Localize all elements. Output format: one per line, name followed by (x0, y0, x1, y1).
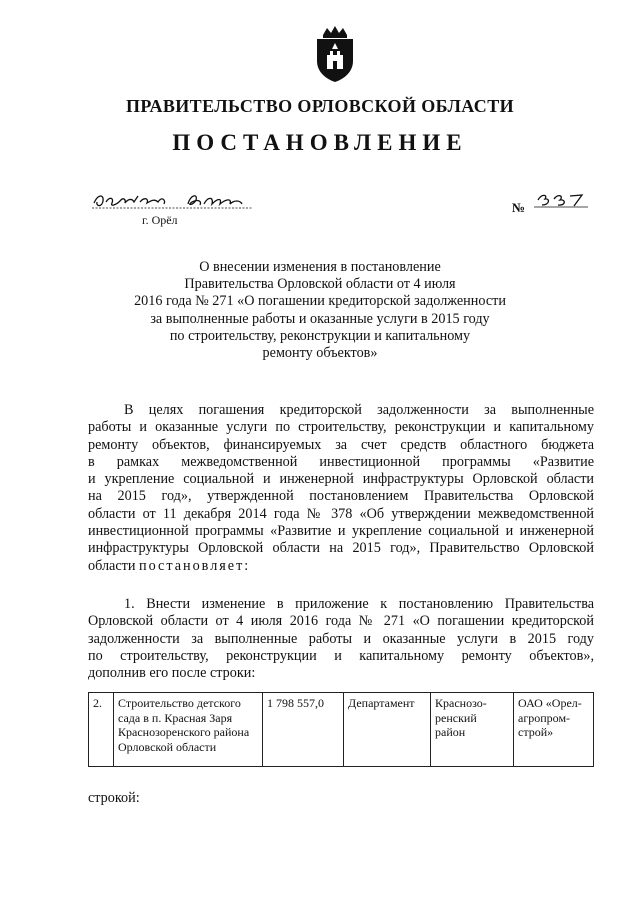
resolves-word: постановляет: (138, 557, 251, 574)
coat-of-arms-icon (313, 25, 357, 83)
heading-line: 2016 года № 271 «О погашении кредиторской задолженности (134, 293, 506, 310)
contractor-cell: ОАО «Орел-агропром-строй» (514, 693, 594, 767)
preamble-line: ремонту объектов, финансируемых за счет средств областного бюджета (88, 436, 594, 453)
preamble-line: на 2015 год», утвержденной постановлением Правительства Орловской (88, 488, 594, 505)
district-cell: Краснозо-ренский район (431, 693, 514, 767)
preamble-final-line (88, 558, 594, 575)
heading-line: ремонту объектов» (262, 345, 378, 362)
heading-line: по строительству, реконструкции и капитальному (169, 327, 471, 344)
preamble-paragraph (88, 402, 594, 575)
preamble-line: инвестиционной программы «Развитие и укрепление социальной и инженерной (88, 523, 594, 540)
item-1-line: дополнив его после строки: (88, 665, 256, 682)
table-row (89, 693, 594, 767)
after-table-text: строкой: (88, 790, 140, 806)
item-1-line: Орловской области от 4 июля 2016 года № 271 «О погашении кредиторской (88, 613, 594, 630)
item-1-paragraph (88, 596, 594, 682)
preamble-final-prefix: области (88, 557, 136, 574)
handwritten-date (92, 190, 256, 210)
preamble-line: и укрепление социальной и инженерной инфраструктуры Орловской области (88, 471, 594, 488)
preamble-line: инфраструктуры Орловской области на 2015 год», Правительство Орловской (88, 540, 594, 557)
preamble-line: В целях погашения кредиторской задолженности за выполненные (124, 402, 594, 418)
item-1-line: по строительству, реконструкции и капитальному ремонту объектов», (88, 647, 594, 664)
handwritten-number (534, 190, 588, 210)
item-1-line: 1. Внести изменение в приложение к постановлению Правительства (124, 596, 594, 612)
heading-line: О внесении изменения в постановление (199, 259, 441, 275)
preamble-line: в рамках межведомственной инвестиционной программы «Развитие (88, 453, 594, 470)
number-label: № (512, 200, 526, 215)
appendix-row-table (88, 692, 594, 767)
item-1-line: задолженности за выполненные работы и оказанные услуги в 2015 году (88, 630, 594, 647)
row-number-cell: 2. (89, 693, 114, 767)
document-type-title: ПОСТАНОВЛЕНИЕ (172, 130, 468, 155)
heading-line: Правительства Орловской области от 4 июля (184, 276, 456, 293)
government-title: ПРАВИТЕЛЬСТВО ОРЛОВСКОЙ ОБЛАСТИ (125, 96, 515, 116)
object-cell: Строительство детского сада в п. Красная Заря Краснозоренского района Орловской области (114, 693, 263, 767)
preamble-line: области от 11 декабря 2014 года № 378 «Об утверждении межведомственной (88, 505, 594, 522)
resolution-heading (0, 259, 640, 362)
customer-cell: Департамент (344, 693, 431, 767)
amount-cell: 1 798 557,0 (263, 693, 344, 767)
heading-line: за выполненные работы и оказанные услуги в 2015 году (150, 310, 490, 327)
city-label: г. Орёл (142, 213, 178, 227)
preamble-line: работы и оказанные услуги по строительству, реконструкции и капитальному (88, 419, 594, 436)
